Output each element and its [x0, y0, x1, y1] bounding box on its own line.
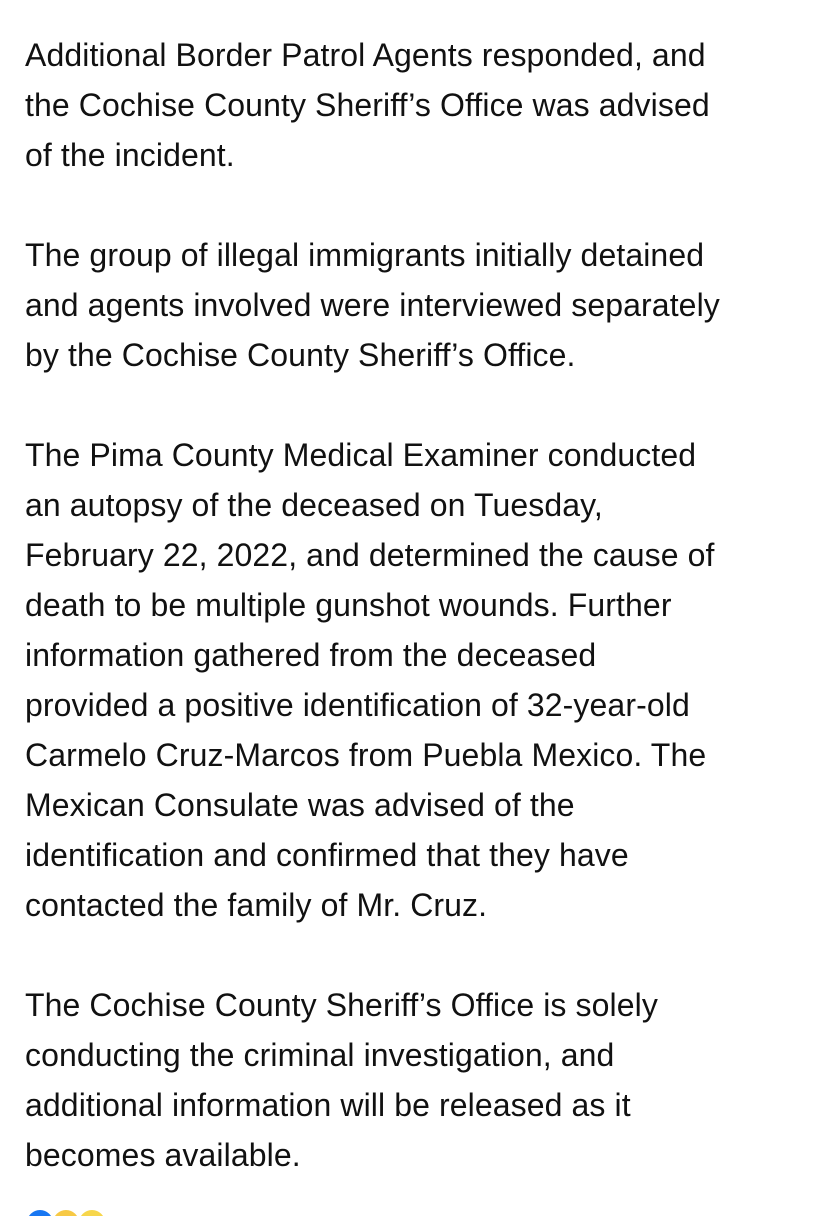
reaction-icons[interactable]: [25, 1208, 125, 1216]
post-text-line: death to be multiple gunshot wounds. Further: [25, 587, 672, 623]
reactions-bar: [25, 1204, 810, 1216]
post-paragraph: [25, 30, 810, 180]
post-text-line: the Cochise County Sheriff’s Office was advised: [25, 87, 710, 123]
post-text-line: identification and confirmed that they have: [25, 837, 629, 873]
post-text-line: of the incident.: [25, 137, 235, 173]
post-text-line: contacted the family of Mr. Cruz.: [25, 887, 488, 923]
post-text-line: February 22, 2022, and determined the cause of: [25, 537, 715, 573]
post-text-line: and agents involved were interviewed separately: [25, 287, 720, 323]
post-text-line: The Cochise County Sheriff’s Office is solely: [25, 987, 658, 1023]
care-icon: [77, 1208, 107, 1216]
post-text-line: Carmelo Cruz-Marcos from Puebla Mexico. The: [25, 737, 707, 773]
post-text-line: additional information will be released as it: [25, 1087, 631, 1123]
post-text-line: provided a positive identification of 32-year-old: [25, 687, 690, 723]
post-text-line: becomes available.: [25, 1137, 301, 1173]
post-paragraph: [25, 230, 810, 380]
post-text-line: Mexican Consulate was advised of the: [25, 787, 575, 823]
post-paragraph: [25, 980, 810, 1180]
post-text-line: The group of illegal immigrants initially detained: [25, 237, 705, 273]
post-text-line: conducting the criminal investigation, and: [25, 1037, 615, 1073]
post-text-line: an autopsy of the deceased on Tuesday,: [25, 487, 603, 523]
like-icon: [25, 1208, 55, 1216]
post-text-line: by the Cochise County Sheriff’s Office.: [25, 337, 576, 373]
sad-icon: [51, 1208, 81, 1216]
post-text-line: The Pima County Medical Examiner conducted: [25, 437, 697, 473]
post-body: [25, 30, 810, 1216]
post-paragraph: [25, 430, 810, 930]
post-text-line: Additional Border Patrol Agents responded, and: [25, 37, 706, 73]
post-text-line: information gathered from the deceased: [25, 637, 597, 673]
